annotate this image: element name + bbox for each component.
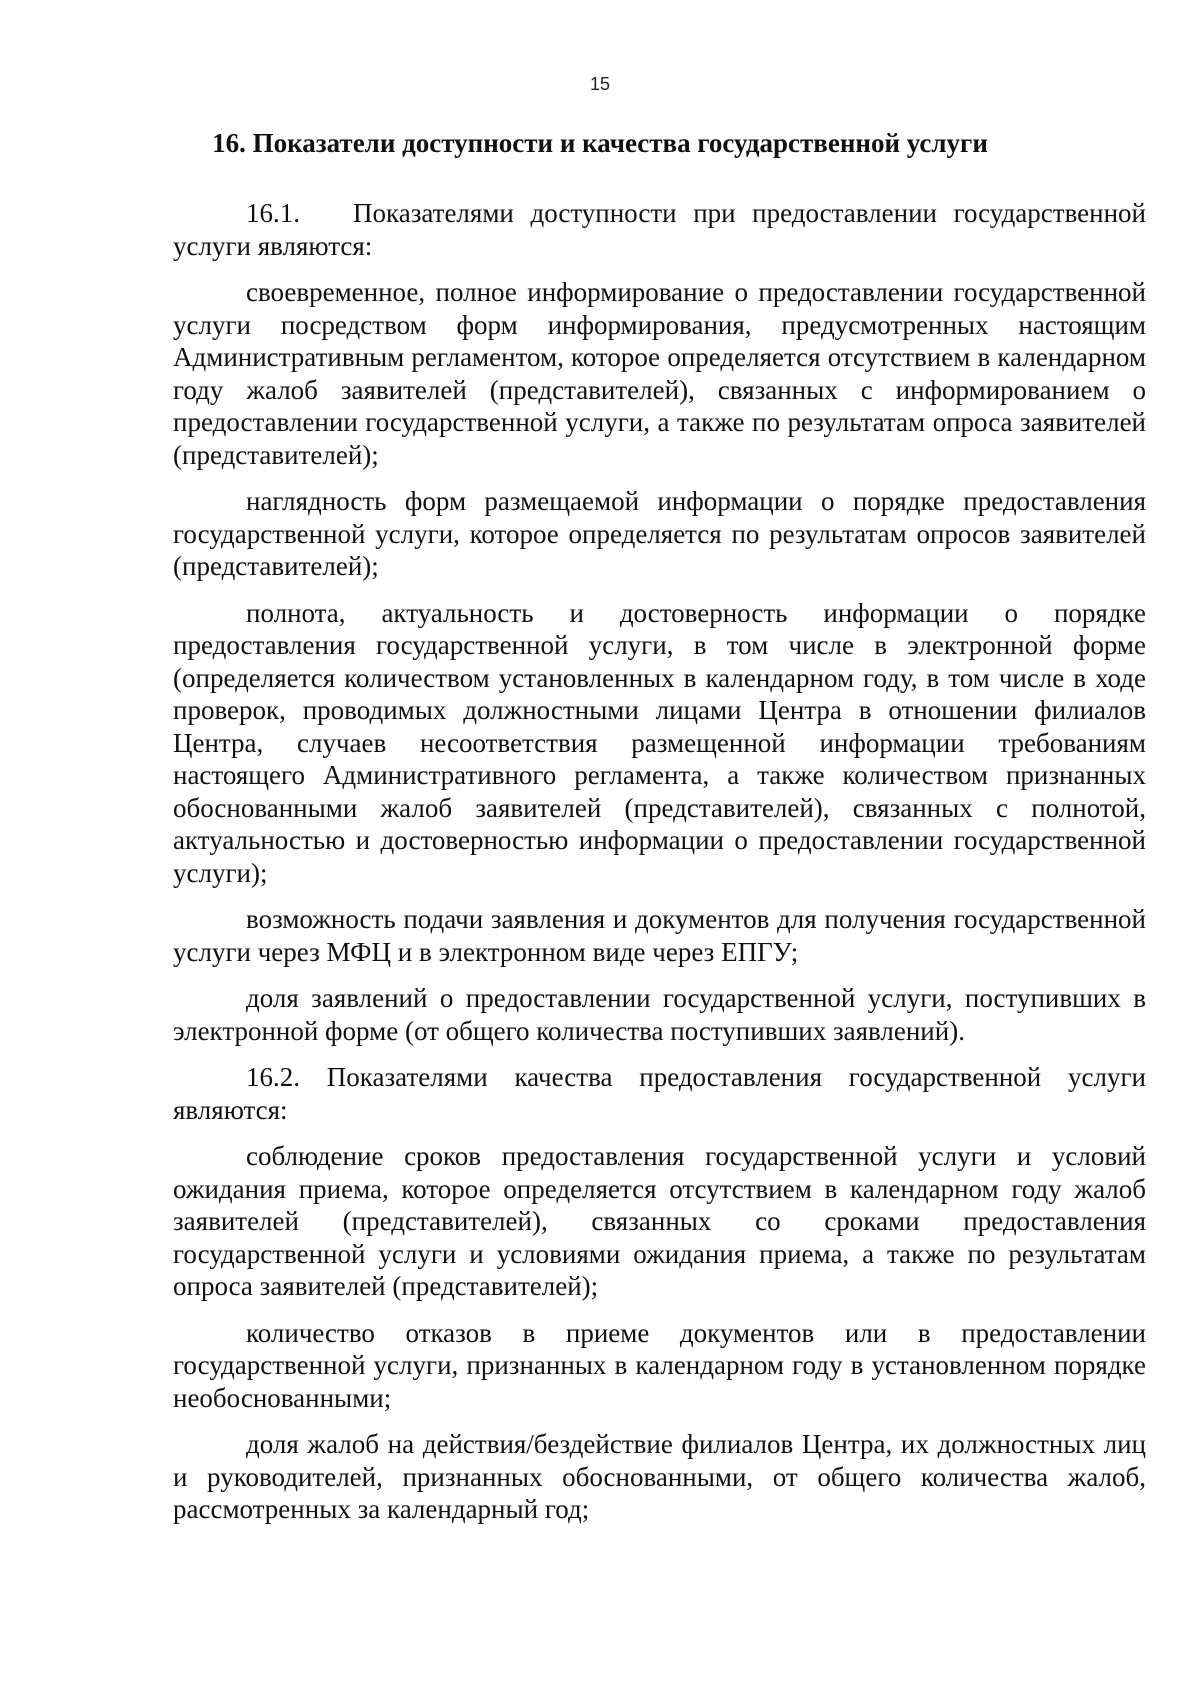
list-item: соблюдение сроков предоставления государственной услуги и условий ожидания приема, которое определяется отсутствием в календарном году жалоб заявителей (представителей), связанных со сроками предоставления государственной услуги и условиями ожидания приема, а также по результатам опроса заявителей (представителей); (173, 1141, 1146, 1301)
list-item: доля заявлений о предоставлении государственной услуги, поступивших в электронной форме (от общего количества поступивших заявлений). (173, 983, 1146, 1046)
clause-text-16-1: Показателями доступности при предоставлении государственной услуги являются: (173, 198, 1146, 261)
clause-number-16-2: 16.2. (246, 1062, 300, 1092)
document-body (173, 197, 1146, 1540)
page-number: 15 (589, 74, 611, 94)
list-item: доля жалоб на действия/бездействие филиалов Центра, их должностных лиц и руководителей, признанных обоснованными, от общего количества жалоб, рассмотренных за календарный год; (173, 1429, 1146, 1524)
section-title: 16. Показатели доступности и качества государственной услуги (212, 128, 988, 158)
paragraph-16-2-intro (173, 1061, 1146, 1126)
list-item: количество отказов в приеме документов или в предоставлении государственной услуги, признанных в календарном году в установленном порядке необоснованными; (173, 1317, 1146, 1413)
list-item: полнота, актуальность и достоверность информации о порядке предоставления государственной услуги, в том числе в электронной форме (определяется количеством установленных в календарном году, в том числе в ходе проверок, проводимых должностными лицами Центра в отношении филиалов Центра, случаев несоответствия размещенной информации требованиям настоящего Административного регламента, а также количеством признанных обоснованными жалоб заявителей (представителей), связанных с полнотой, актуальностью и достоверностью информации о предоставлении государственной услуги); (173, 597, 1146, 888)
list-item: наглядность форм размещаемой информации о порядке предоставления государственной услуги, которое определяется по результатам опросов заявителей (представителей); (173, 486, 1146, 581)
clause-text-16-2: Показателями качества предоставления государственной услуги являются: (173, 1062, 1146, 1125)
list-item: возможность подачи заявления и документов для получения государственной услуги через МФЦ и в электронном виде через ЕПГУ; (173, 904, 1146, 967)
clause-number-16-1: 16.1. (246, 198, 300, 228)
paragraph-16-1-intro (173, 197, 1146, 262)
list-item: своевременное, полное информирование о предоставлении государственной услуги посредством форм информирования, предусмотренных настоящим Административным регламентом, которое определяется отсутствием в календарном году жалоб заявителей (представителей), связанных с информированием о предоставлении государственной услуги, а также по результатам опроса заявителей (представителей); (173, 277, 1146, 470)
